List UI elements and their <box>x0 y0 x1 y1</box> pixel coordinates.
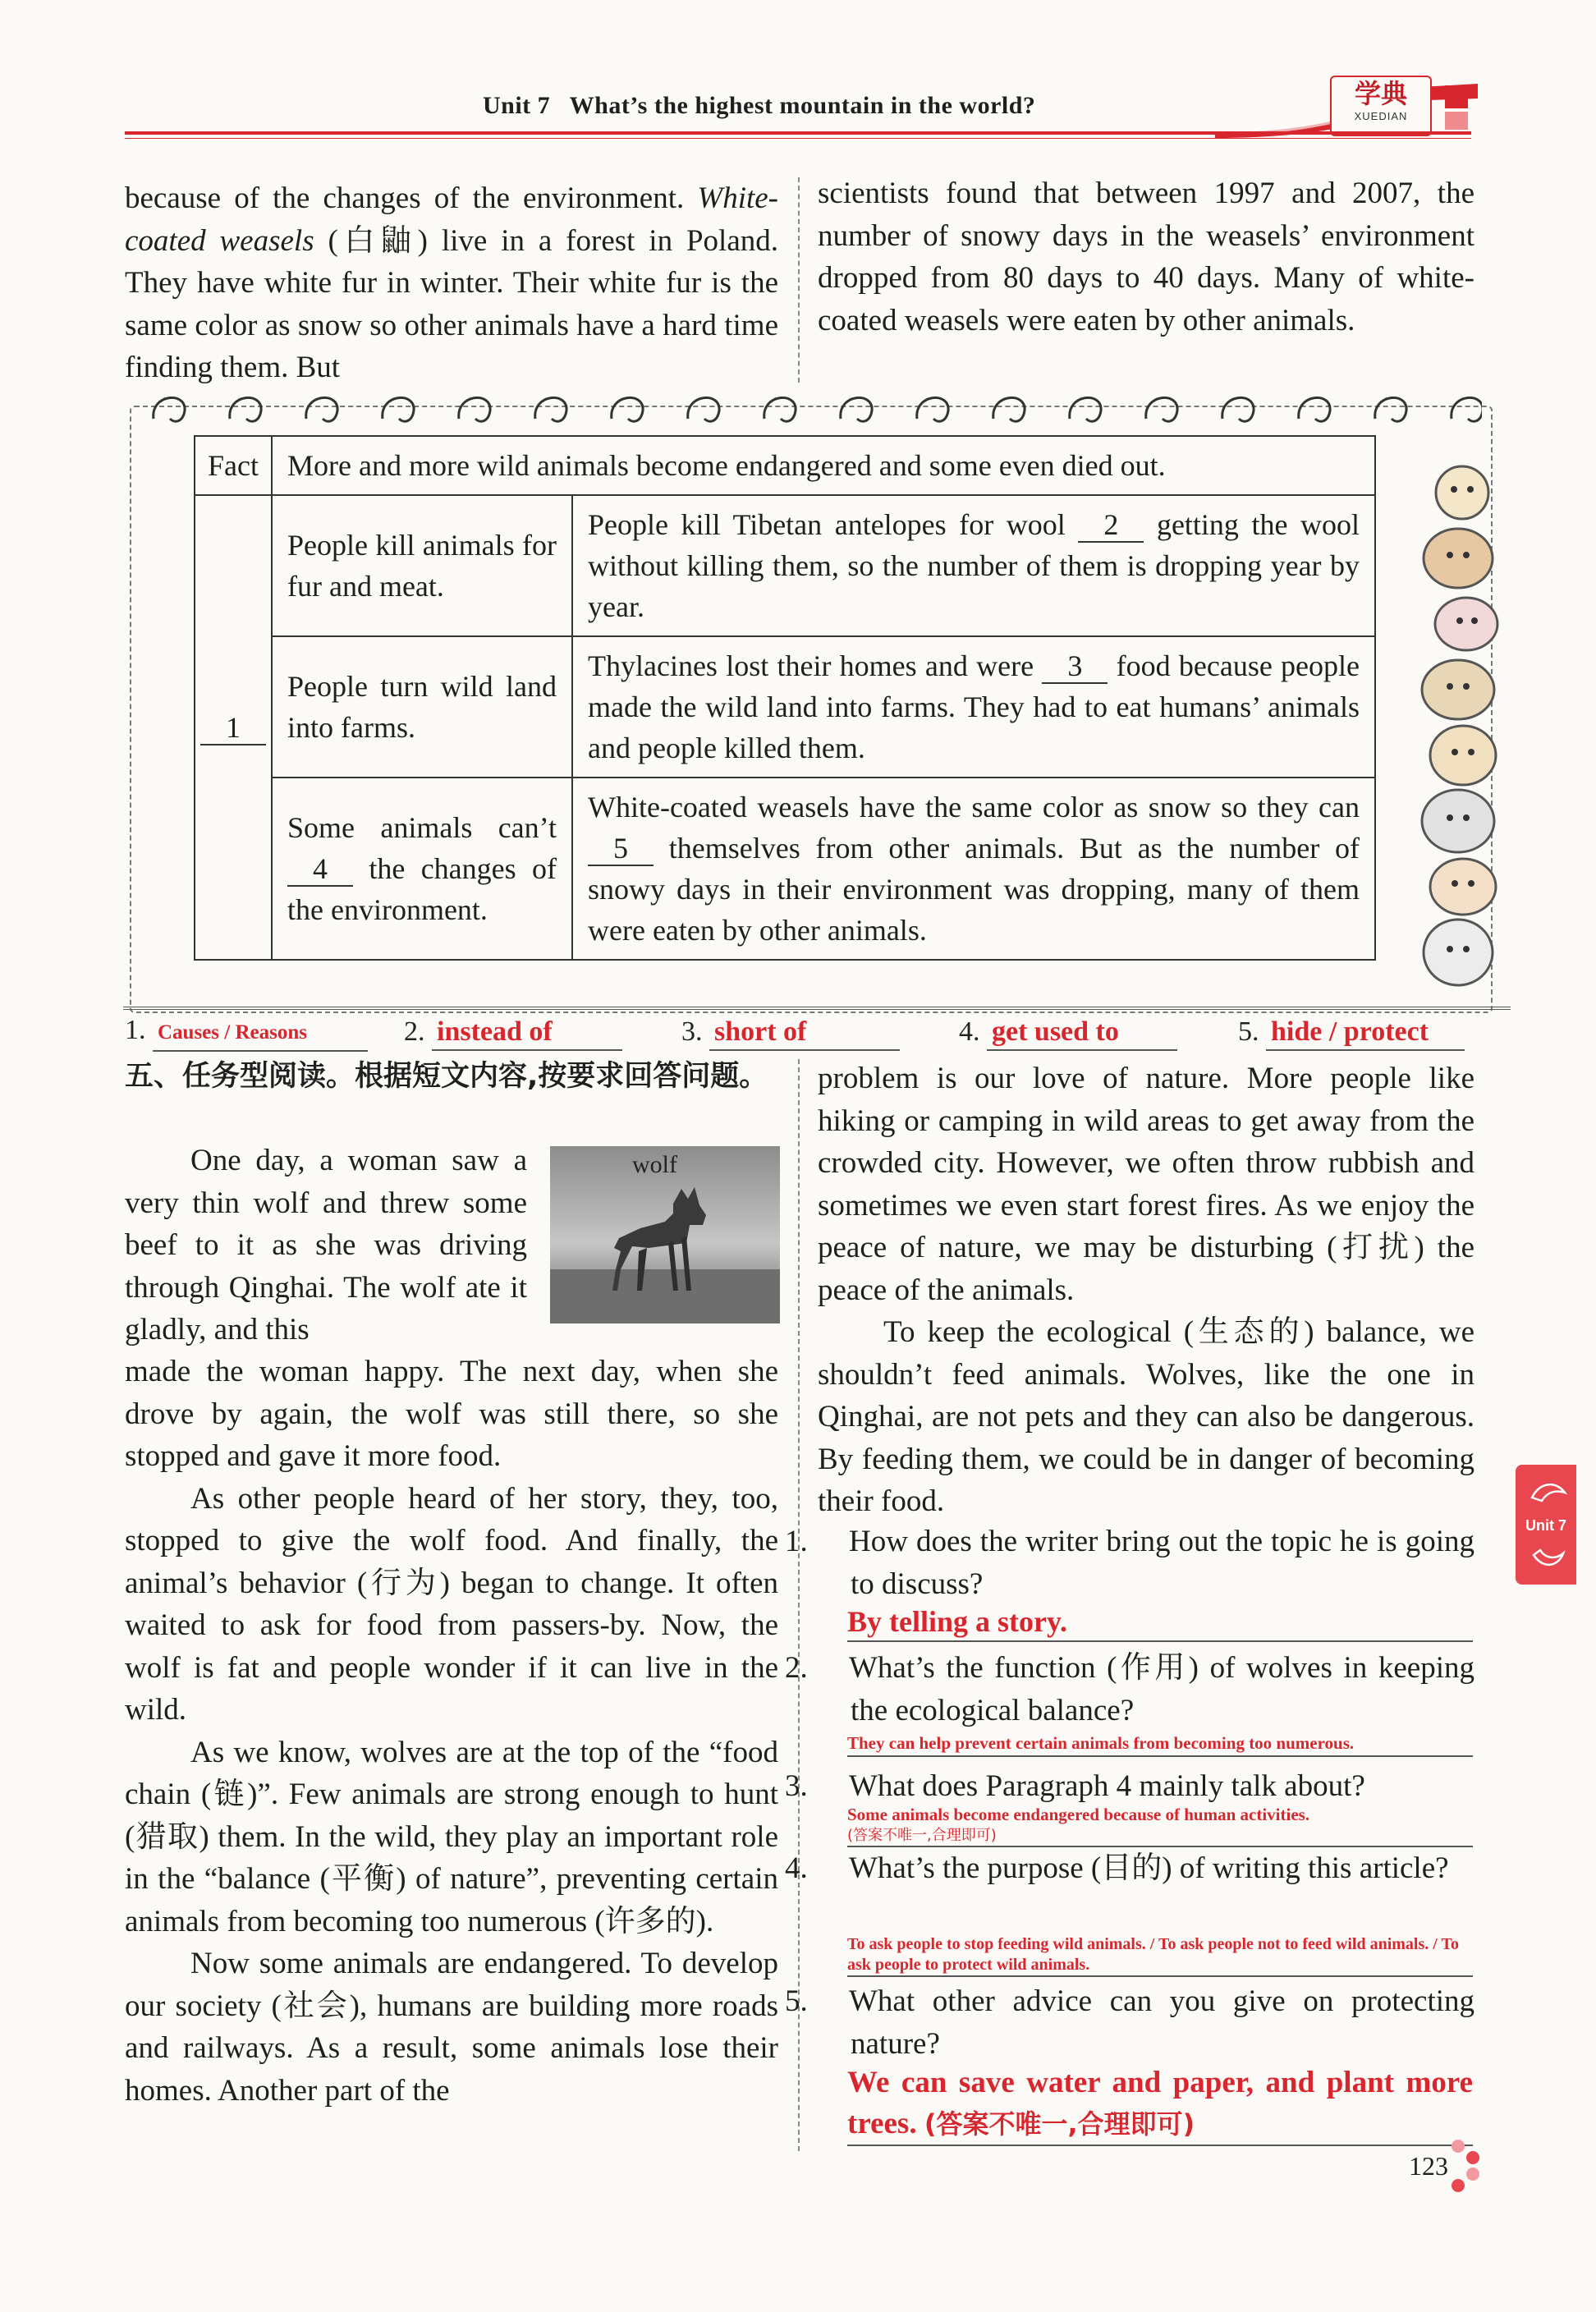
top-left-paragraph <box>125 177 778 389</box>
answer-text: We can save water and paper, and plant more trees. <box>847 2066 1473 2140</box>
question-number: 4. <box>785 1851 808 1885</box>
passage-paragraph-1a <box>125 1140 527 1351</box>
question-4 <box>785 1847 1474 1890</box>
cartoon-animals-illustration <box>1409 460 1516 1002</box>
chart-detail-cell <box>572 636 1375 778</box>
answer-note: (答案不唯一,合理即可) <box>847 1827 997 1844</box>
table-row <box>195 495 1375 636</box>
answer-line-1[interactable]: By telling a story. <box>847 1603 1473 1642</box>
question-text: What’s the purpose (目的) of writing this article? <box>849 1851 1449 1885</box>
header-rule <box>125 131 1471 135</box>
notebook-ring <box>154 397 185 421</box>
side-tab-label: Unit 7 <box>1525 1517 1566 1534</box>
passage-text: problem is our love of nature. More people like hiking or camping in wild areas to get away from the crowded city. However, we often throw rubbish and sometimes we even start forest fires. As we enjoy the peace of nature, we may be disturbing (打扰) the peace of the animals. <box>818 1062 1474 1307</box>
answer-line-3[interactable] <box>847 1805 1473 1847</box>
answer-4 <box>959 1015 1177 1051</box>
brand-logo-en: XUEDIAN <box>1354 110 1408 122</box>
notebook-ring <box>1222 397 1254 421</box>
blank-3[interactable]: 3 <box>1042 649 1108 684</box>
question-text: What’s the function (作用) of wolves in keeping the ecological balance? <box>849 1651 1474 1727</box>
question-text: What does Paragraph 4 mainly talk about? <box>849 1769 1365 1803</box>
header-decor-square <box>1445 112 1468 130</box>
answer-line-5[interactable] <box>847 2062 1473 2146</box>
notebook-ring <box>917 397 948 421</box>
cause-text: Some animals can’t <box>287 811 557 844</box>
detail-text: White-coated weasels have the same color as snow so they can <box>588 791 1360 823</box>
table-row <box>195 778 1375 960</box>
answer-2 <box>404 1015 622 1051</box>
page-number: 123 <box>1409 2151 1448 2181</box>
answer-5 <box>1238 1015 1465 1051</box>
answer-line-4[interactable]: To ask people to stop feeding wild animals. / To ask people not to feed wild animals. / To ask people to protect wild animals. <box>847 1934 1473 1977</box>
notebook-ring <box>841 397 872 421</box>
blank-4[interactable]: 4 <box>287 852 353 887</box>
notebook-ring <box>459 397 490 421</box>
detail-text: getting the wool without killing them, so the number of them is dropping year by year. <box>588 508 1360 623</box>
chart-detail-cell <box>572 495 1375 636</box>
question-2 <box>785 1647 1474 1732</box>
question-number: 1. <box>785 1525 808 1558</box>
answer-number: 3. <box>681 1016 703 1047</box>
chart-blank-1-cell <box>195 495 272 960</box>
passage-text: As other people heard of her story, they, too, stopped to give the wolf food. And finally, the animal’s behavior (行为) began to change. It often waited to ask for food from passers-by. Now, the wolf is fat and people wonder if it can live in the wild. <box>125 1481 778 1727</box>
question-text: How does the writer bring out the topic he is going to discuss? <box>849 1525 1474 1601</box>
cause-text: the changes of the environment. <box>287 852 557 926</box>
passage-left-column <box>125 1351 778 2112</box>
brand-logo <box>1330 76 1432 136</box>
brand-logo-cn: 学典 <box>1354 78 1407 109</box>
blank-5[interactable]: 5 <box>588 832 654 866</box>
answer-number: 5. <box>1238 1016 1259 1047</box>
photo-caption: wolf <box>632 1151 677 1178</box>
notebook-ring <box>612 397 643 421</box>
passage-text: One day, a woman saw a very thin wolf and threw some beef to it as she was driving through Qinghai. The wolf ate it gladly, and this <box>125 1144 527 1346</box>
chart-cause-cell: People turn wild land into farms. <box>272 636 572 778</box>
passage-text: made the woman happy. The next day, when she drove by again, the wolf was still there, so she stopped and gave it more food. <box>125 1355 778 1473</box>
notebook-frame-bottom <box>123 982 1511 1010</box>
header-rule <box>125 138 1471 139</box>
notebook-ring <box>230 397 261 421</box>
question-text: What other advice can you give on protecting nature? <box>849 1984 1474 2061</box>
chart-cause-cell: People kill animals for fur and meat. <box>272 495 572 636</box>
passage-text: Now some animals are endangered. To develop our society (社会), humans are building more roads and railways. As a result, some animals lose their homes. Another part of the <box>125 1947 778 2108</box>
notebook-ring <box>383 397 414 421</box>
notebook-ring <box>1452 397 1482 421</box>
notebook-ring <box>535 397 566 421</box>
notebook-ring <box>1299 397 1330 421</box>
notebook-ring <box>306 397 337 421</box>
notebook-ring <box>1375 397 1406 421</box>
header-title: Unit 7 What’s the highest mountain in the world? <box>483 92 1036 119</box>
question-number: 3. <box>785 1769 808 1803</box>
answer-text: short of <box>709 1015 900 1051</box>
top-right-text: scientists found that between 1997 and 2007, the number of snowy days in the weasels’ environment dropped from 80 days to 40 days. Many of white-coated weasels were eaten by other animals. <box>818 177 1474 337</box>
question-number: 5. <box>785 1984 808 2018</box>
chart-detail-cell <box>572 778 1375 960</box>
blank-2[interactable]: 2 <box>1078 508 1144 543</box>
answer-note: (答案不唯一,合理即可) <box>924 2108 1195 2140</box>
answer-number: 1. <box>125 1015 146 1045</box>
answer-text: Causes / Reasons <box>153 1016 368 1052</box>
notebook-ring <box>1070 397 1101 421</box>
header-decor-square <box>1445 85 1468 108</box>
passage-text: As we know, wolves are at the top of the “food chain (链)”. Few animals are strong enough to hunt (猎取) them. In the wild, they play an important role in the “balance (平衡) of nature”, preventing certain animals from becoming too numerous (许多的). <box>125 1735 778 1938</box>
answer-text: Some animals become endangered because of human activities. <box>847 1805 1310 1824</box>
section-title: 五、任务型阅读。根据短文内容,按要求回答问题。 <box>125 1060 768 1093</box>
notebook-ring <box>688 397 719 421</box>
unit-side-tab[interactable] <box>1516 1465 1576 1585</box>
chart-cause-cell <box>272 778 572 960</box>
notebook-ring <box>993 397 1025 421</box>
answer-number: 4. <box>959 1016 980 1047</box>
column-divider <box>798 177 800 383</box>
question-3 <box>785 1765 1474 1808</box>
chart-fact-label: Fact <box>195 436 272 495</box>
answer-line-2[interactable]: They can help prevent certain animals from becoming too numerous. <box>847 1731 1473 1757</box>
detail-text: food because people made the wild land into farms. They had to eat humans’ animals and people killed them. <box>588 649 1360 764</box>
answer-text: instead of <box>432 1015 622 1051</box>
table-row <box>195 636 1375 778</box>
detail-text: themselves from other animals. But as the number of snowy days in their environment was dropping, many of them were eaten by other animals. <box>588 832 1360 947</box>
passage-text: To keep the ecological (生态的) balance, we shouldn’t feed animals. Wolves, like the one in Qinghai, are not pets and they can also be dangerous. By feeding them, we could be in danger of becoming their food. <box>818 1315 1474 1518</box>
chart-fact-text: More and more wild animals become endangered and some even died out. <box>272 436 1375 495</box>
notebook-ring <box>764 397 796 421</box>
answer-3 <box>681 1015 900 1051</box>
question-1 <box>785 1521 1474 1605</box>
chart-fact-row <box>195 436 1375 495</box>
blank-1[interactable]: 1 <box>200 711 266 745</box>
detail-text: Thylacines lost their homes and were <box>588 649 1034 682</box>
answer-number: 2. <box>404 1016 425 1047</box>
answer-1 <box>125 1015 368 1052</box>
answer-text: hide / protect <box>1266 1015 1465 1051</box>
top-right-paragraph <box>818 172 1474 342</box>
notebook-rings-decoration <box>152 386 1482 435</box>
top-left-text: because of the changes of the environment. White-coated weasels (白鼬) live in a forest in Poland. They have white fur in winter. Their white fur is the same color as snow so other animals have a hard time finding them. But <box>125 181 778 384</box>
fact-cause-chart <box>194 435 1376 961</box>
passage-right-column <box>818 1057 1474 1523</box>
question-5 <box>785 1980 1474 2065</box>
notebook-ring <box>1146 397 1177 421</box>
answer-text: get used to <box>987 1015 1177 1051</box>
detail-text: People kill Tibetan antelopes for wool <box>588 508 1066 541</box>
question-number: 2. <box>785 1651 808 1685</box>
